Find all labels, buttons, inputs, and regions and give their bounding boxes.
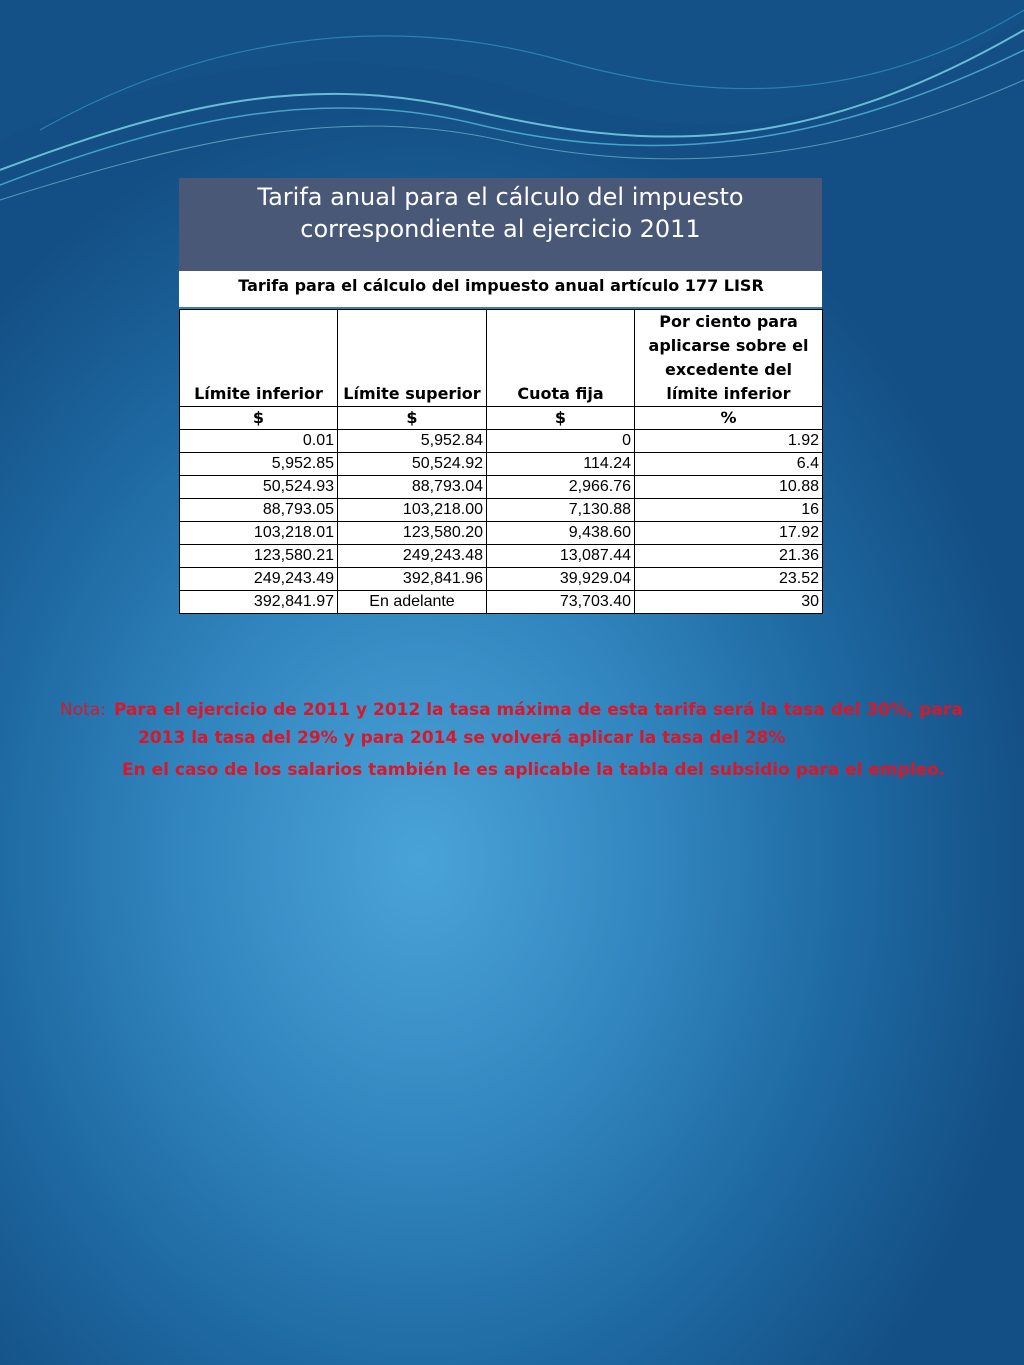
unit-cell: % <box>635 407 823 430</box>
column-header-limite-superior: Límite superior <box>338 310 487 407</box>
note-line-1 <box>60 696 1000 724</box>
table-cell: 103,218.01 <box>180 522 338 545</box>
table-row <box>180 476 823 499</box>
table-cell: 1.92 <box>635 430 823 453</box>
table-title <box>179 178 822 271</box>
note-text-2: 2013 la tasa del 29% y para 2014 se volverá aplicar la tasa del 28% <box>138 728 786 748</box>
table-cell: 249,243.48 <box>338 545 487 568</box>
table-subtitle: Tarifa para el cálculo del impuesto anual artículo 177 LISR <box>179 271 822 307</box>
table-cell: 10.88 <box>635 476 823 499</box>
column-header-cuota-fija: Cuota fija <box>487 310 635 407</box>
table-cell: 2,966.76 <box>487 476 635 499</box>
note-block <box>60 696 1000 784</box>
table-cell: 392,841.97 <box>180 591 338 614</box>
table-cell: 50,524.92 <box>338 453 487 476</box>
note-text-3: En el caso de los salarios también le es aplicable la tabla del subsidio para el empleo. <box>122 760 946 780</box>
table-cell: 30 <box>635 591 823 614</box>
table-row <box>180 499 823 522</box>
unit-cell: $ <box>180 407 338 430</box>
table-cell: 123,580.21 <box>180 545 338 568</box>
table-cell: 0.01 <box>180 430 338 453</box>
table-cell: 114.24 <box>487 453 635 476</box>
table-cell: 13,087.44 <box>487 545 635 568</box>
unit-cell: $ <box>487 407 635 430</box>
table-cell: 39,929.04 <box>487 568 635 591</box>
table-units-row <box>180 407 823 430</box>
table-cell: 5,952.84 <box>338 430 487 453</box>
table-row <box>180 545 823 568</box>
table-row <box>180 522 823 545</box>
table-cell: 0 <box>487 430 635 453</box>
table-cell: 21.36 <box>635 545 823 568</box>
unit-cell: $ <box>338 407 487 430</box>
table-cell: 123,580.20 <box>338 522 487 545</box>
table-header-row <box>180 310 823 407</box>
table-cell: 88,793.04 <box>338 476 487 499</box>
table-cell: 88,793.05 <box>180 499 338 522</box>
table-cell: 50,524.93 <box>180 476 338 499</box>
note-text-1: Para el ejercicio de 2011 y 2012 la tasa máxima de esta tarifa será la tasa del 30%, para <box>113 700 963 720</box>
tax-rate-table <box>179 309 823 614</box>
table-cell: 103,218.00 <box>338 499 487 522</box>
table-cell: 5,952.85 <box>180 453 338 476</box>
table-cell: 6.4 <box>635 453 823 476</box>
table-cell: 249,243.49 <box>180 568 338 591</box>
table-cell: En adelante <box>338 591 487 614</box>
table-row <box>180 453 823 476</box>
table-title-line1: Tarifa anual para el cálculo del impuesto <box>257 183 744 211</box>
column-header-por-ciento: Por ciento para aplicarse sobre el excedente del límite inferior <box>635 310 823 407</box>
table-cell: 392,841.96 <box>338 568 487 591</box>
table-row <box>180 591 823 614</box>
table-cell: 23.52 <box>635 568 823 591</box>
table-row <box>180 568 823 591</box>
column-header-limite-inferior: Límite inferior <box>180 310 338 407</box>
table-row <box>180 430 823 453</box>
note-label: Nota: <box>60 700 106 720</box>
table-cell: 17.92 <box>635 522 823 545</box>
table-cell: 7,130.88 <box>487 499 635 522</box>
table-cell: 9,438.60 <box>487 522 635 545</box>
table-title-line2: correspondiente al ejercicio 2011 <box>300 215 701 243</box>
tax-rate-table-card <box>179 178 822 614</box>
table-cell: 73,703.40 <box>487 591 635 614</box>
table-cell: 16 <box>635 499 823 522</box>
